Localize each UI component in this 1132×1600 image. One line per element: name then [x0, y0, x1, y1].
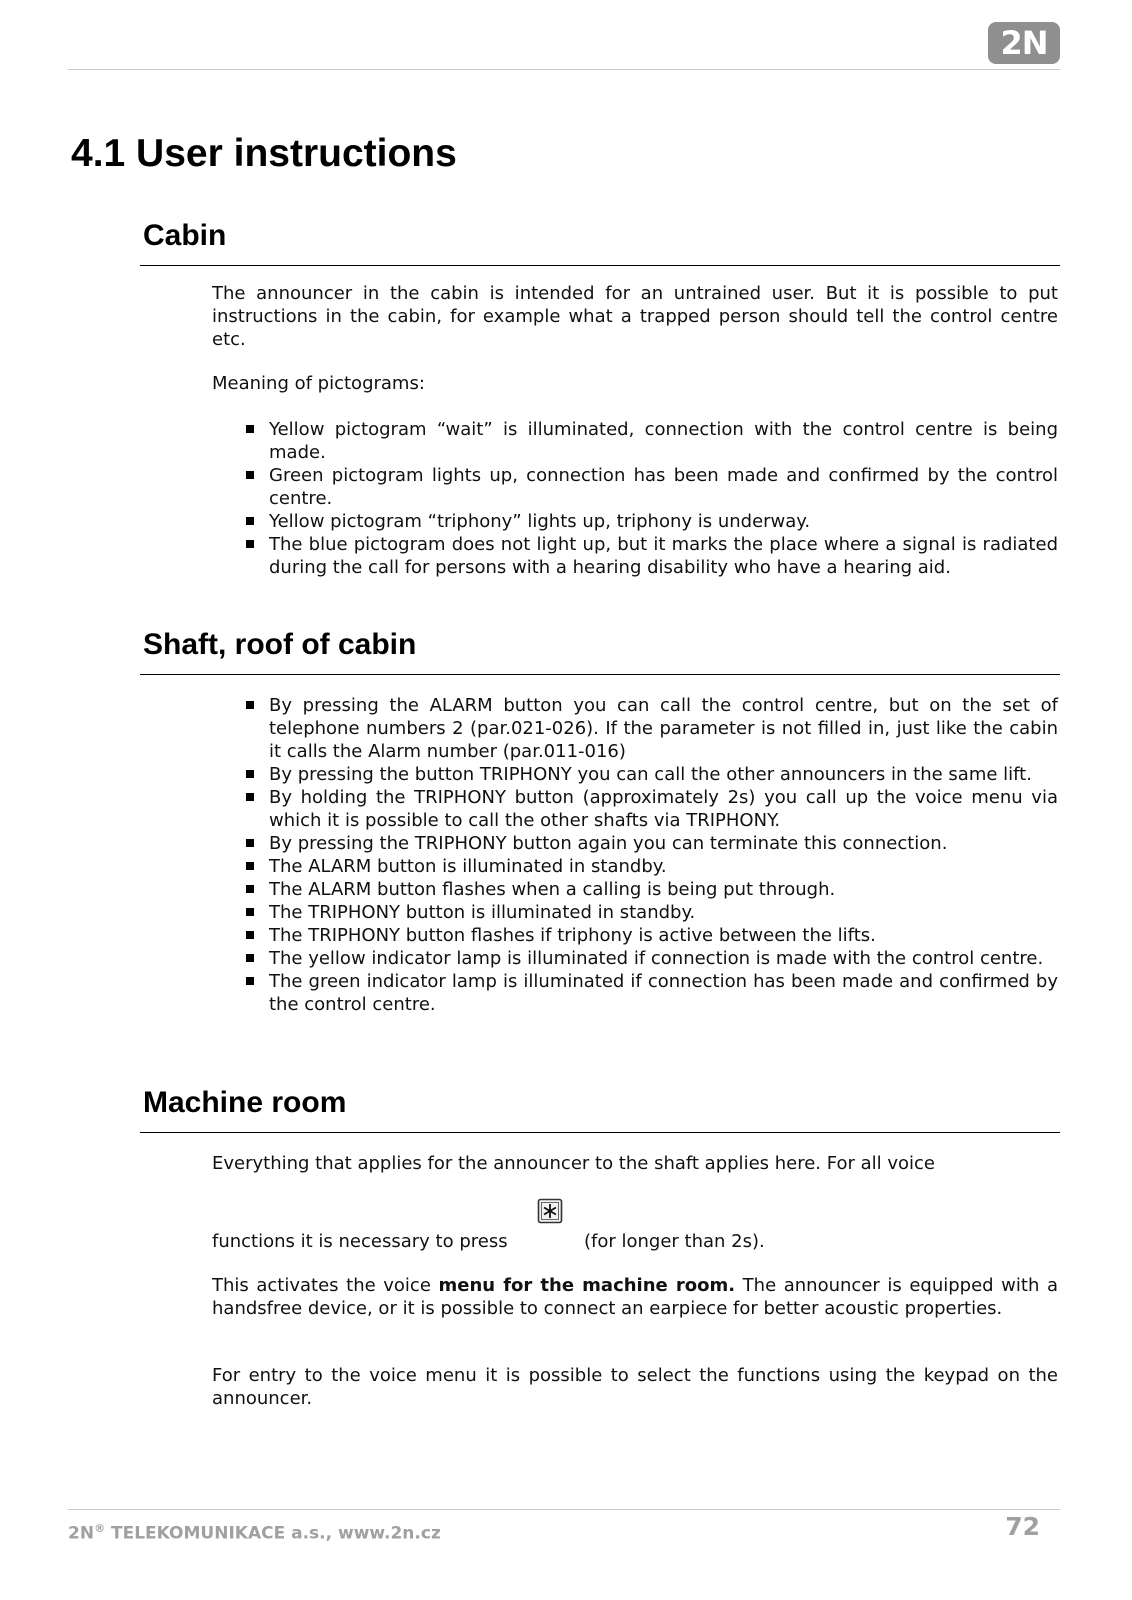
press-duration: (for longer than 2s). — [584, 1231, 765, 1252]
registered-mark: ® — [94, 1522, 106, 1535]
footer-company — [68, 1522, 441, 1544]
section-rule — [140, 265, 1060, 266]
list-item: The blue pictogram does not light up, but it marks the place where a signal is radiated during the call for persons with a hearing disability who have a hearing aid. — [243, 533, 1058, 579]
header-rule — [68, 69, 1060, 70]
page-title: 4.1 User instructions — [71, 132, 457, 175]
cabin-bullet-list — [243, 418, 1058, 579]
shaft-bullet-list — [243, 694, 1058, 1016]
para2-text: This activates the voice — [212, 1275, 439, 1296]
list-item: Yellow pictogram “triphony” lights up, triphony is underway. — [243, 510, 1058, 533]
list-item: Yellow pictogram “wait” is illuminated, connection with the control centre is being made. — [243, 418, 1058, 464]
machine-room-menu-emphasis: menu for the machine room. — [438, 1275, 736, 1296]
list-item: The ALARM button flashes when a calling is being put through. — [243, 878, 1058, 901]
cabin-intro: The announcer in the cabin is intended for an untrained user. But it is possible to put instructions in the cabin, for example what a trapped person should tell the control centre etc. — [212, 283, 1058, 350]
para2-text: The announcer is equipped with a handsfree device, or it is possible to connect an earpiece for better acoustic properties. — [212, 1275, 1058, 1319]
list-item: The TRIPHONY button is illuminated in standby. — [243, 901, 1058, 924]
section-title-cabin: Cabin — [143, 219, 227, 252]
star-key-icon — [537, 1198, 563, 1224]
press-instruction: functions it is necessary to press — [212, 1231, 508, 1252]
list-item: The yellow indicator lamp is illuminated if connection is made with the control centre. — [243, 947, 1058, 970]
list-item: The TRIPHONY button flashes if triphony is active between the lifts. — [243, 924, 1058, 947]
page-number: 72 — [1005, 1512, 1040, 1541]
machine-room-para3: For entry to the voice menu it is possible to select the functions using the keypad on the announcer. — [212, 1365, 1058, 1409]
list-item: By holding the TRIPHONY button (approximately 2s) you call up the voice menu via which it is possible to call the other shafts via TRIPHONY. — [243, 786, 1058, 832]
section-title-shaft: Shaft, roof of cabin — [143, 628, 417, 661]
section-rule — [140, 1132, 1060, 1133]
footer-company-text: TELEKOMUNIKACE a.s., www.2n.cz — [105, 1523, 441, 1544]
list-item: By pressing the ALARM button you can call the control centre, but on the set of telephone numbers 2 (par.021-026). If the parameter is not filled in, just like the cabin it calls the Alarm number (par.011-016) — [243, 694, 1058, 763]
list-item: By pressing the button TRIPHONY you can call the other announcers in the same lift. — [243, 763, 1058, 786]
list-item: The green indicator lamp is illuminated if connection has been made and confirmed by the control centre. — [243, 970, 1058, 1016]
list-item: Green pictogram lights up, connection has been made and confirmed by the control centre. — [243, 464, 1058, 510]
pictogram-meaning-label: Meaning of pictograms: — [212, 373, 425, 394]
footer-brand: 2N — [68, 1523, 95, 1544]
machine-room-para1: Everything that applies for the announcer to the shaft applies here. For all voice — [212, 1153, 935, 1174]
section-title-machine-room: Machine room — [143, 1086, 347, 1119]
brand-logo: 2N — [988, 22, 1060, 64]
list-item: The ALARM button is illuminated in standby. — [243, 855, 1058, 878]
machine-room-para2 — [212, 1274, 1058, 1320]
section-rule — [140, 674, 1060, 675]
list-item: By pressing the TRIPHONY button again you can terminate this connection. — [243, 832, 1058, 855]
footer-rule — [68, 1509, 1060, 1510]
